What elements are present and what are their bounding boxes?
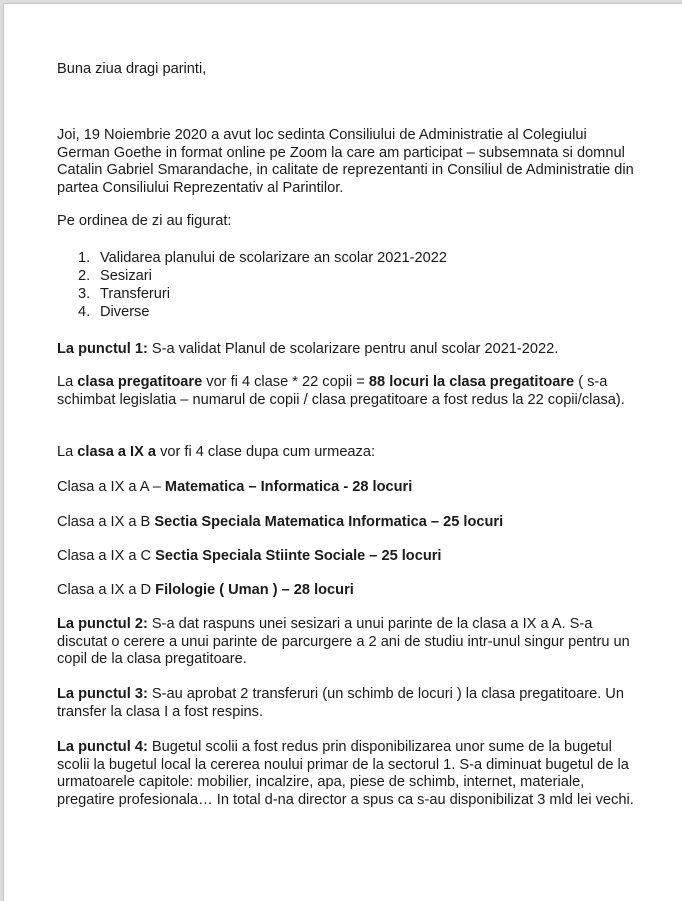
agenda-item-text: Sesizari [100, 268, 152, 284]
class-prefix: Clasa a IX a C [57, 548, 156, 564]
class-line [57, 514, 642, 532]
class-prefix: Clasa a IX a A – [57, 479, 165, 495]
document-page [3, 3, 682, 901]
pregatitoare-text-3: ( s-a schimbat legislatia – numarul de copii / clasa pregatitoare a fost redus la 22 copii/clasa). [57, 374, 625, 408]
agenda-item-text: Transferuri [100, 286, 171, 302]
agenda-item [78, 286, 170, 304]
point4-text: Bugetul scolii a fost redus prin disponibilizarea unor sume de la bugetul scolii la bugetul local la cererea noului primar de la sectorul 1. S-a diminuat bugetul de la urmatoarele capitole: mobilier, incalzire, apa, piese de schimb, internet, materiale, pregatire profesionala… In total d-na director a spus ca s-au disponibilizat 3 mld lei vechi. [57, 739, 634, 808]
point4-label: La punctul 4: [57, 739, 148, 755]
agenda-heading: Pe ordinea de zi au figurat: [57, 213, 232, 229]
agenda-item [78, 268, 152, 286]
point3-text: S-au aprobat 2 transferuri (un schimb de locuri ) la clasa pregatitoare. Un transfer la clasa I a fost respins. [57, 686, 624, 720]
pregatitoare-bold-1: clasa pregatitoare [77, 374, 203, 390]
class-detail: Matematica – Informatica - 28 locuri [164, 479, 413, 495]
point2-paragraph [57, 616, 642, 669]
ix-intro-paragraph [57, 444, 642, 462]
class-detail: Sectia Speciala Stiinte Sociale – 25 locuri [155, 548, 442, 564]
intro-paragraph: Joi, 19 Noiembrie 2020 a avut loc sedinta Consiliului de Administratie al Colegiului German Goethe in format online pe Zoom la care am participat – subsemnata si domnul Catalin Gabriel Smarandache, in calitate de reprezentanti in Consiliul de Administratie din partea Consiliului Reprezentativ al Parintilor. [57, 127, 634, 196]
greeting: Buna ziua dragi parinti, [57, 61, 207, 77]
point4-paragraph [57, 739, 642, 809]
point1-paragraph [57, 341, 642, 359]
class-prefix: Clasa a IX a B [57, 514, 155, 530]
point2-text: S-a dat raspuns unei sesizari a unui parinte de la clasa a IX a A. S-a discutat o cerere a unui parinte de parcurgere a 2 ani de studiu intr-unul singur pentru un copil de la clasa pregatitoare. [57, 616, 630, 667]
point3-paragraph [57, 686, 642, 721]
agenda-item-number: 1. [78, 250, 91, 266]
pregatitoare-text-2: vor fi 4 clase * 22 copii = [202, 374, 369, 390]
class-prefix: Clasa a IX a D [57, 582, 156, 598]
pregatitoare-text-1: La [57, 374, 78, 390]
class-line [57, 479, 642, 497]
class-detail: Filologie ( Uman ) – 28 locuri [155, 582, 354, 598]
class-detail: Sectia Speciala Matematica Informatica – 25 locuri [154, 514, 504, 530]
ix-intro-text-1: La [57, 444, 78, 460]
ix-intro-bold: clasa a IX a [77, 444, 157, 460]
class-line [57, 548, 642, 566]
ix-intro-text-2: vor fi 4 clase dupa cum urmeaza: [156, 444, 376, 460]
point1-label: La punctul 1: [57, 341, 148, 357]
point2-label: La punctul 2: [57, 616, 148, 632]
agenda-item-number: 2. [78, 268, 91, 284]
class-line [57, 582, 642, 600]
agenda-item [78, 304, 149, 322]
point3-label: La punctul 3: [57, 686, 148, 702]
pregatitoare-paragraph [57, 374, 642, 409]
agenda-item [78, 250, 447, 268]
agenda-item-number: 3. [78, 286, 91, 302]
point1-text: S-a validat Planul de scolarizare pentru anul scolar 2021-2022. [147, 341, 559, 357]
agenda-item-text: Validarea planului de scolarizare an scolar 2021-2022 [100, 250, 447, 266]
pregatitoare-bold-2: 88 locuri la clasa pregatitoare [368, 374, 575, 390]
agenda-item-number: 4. [78, 304, 91, 320]
agenda-item-text: Diverse [100, 304, 150, 320]
